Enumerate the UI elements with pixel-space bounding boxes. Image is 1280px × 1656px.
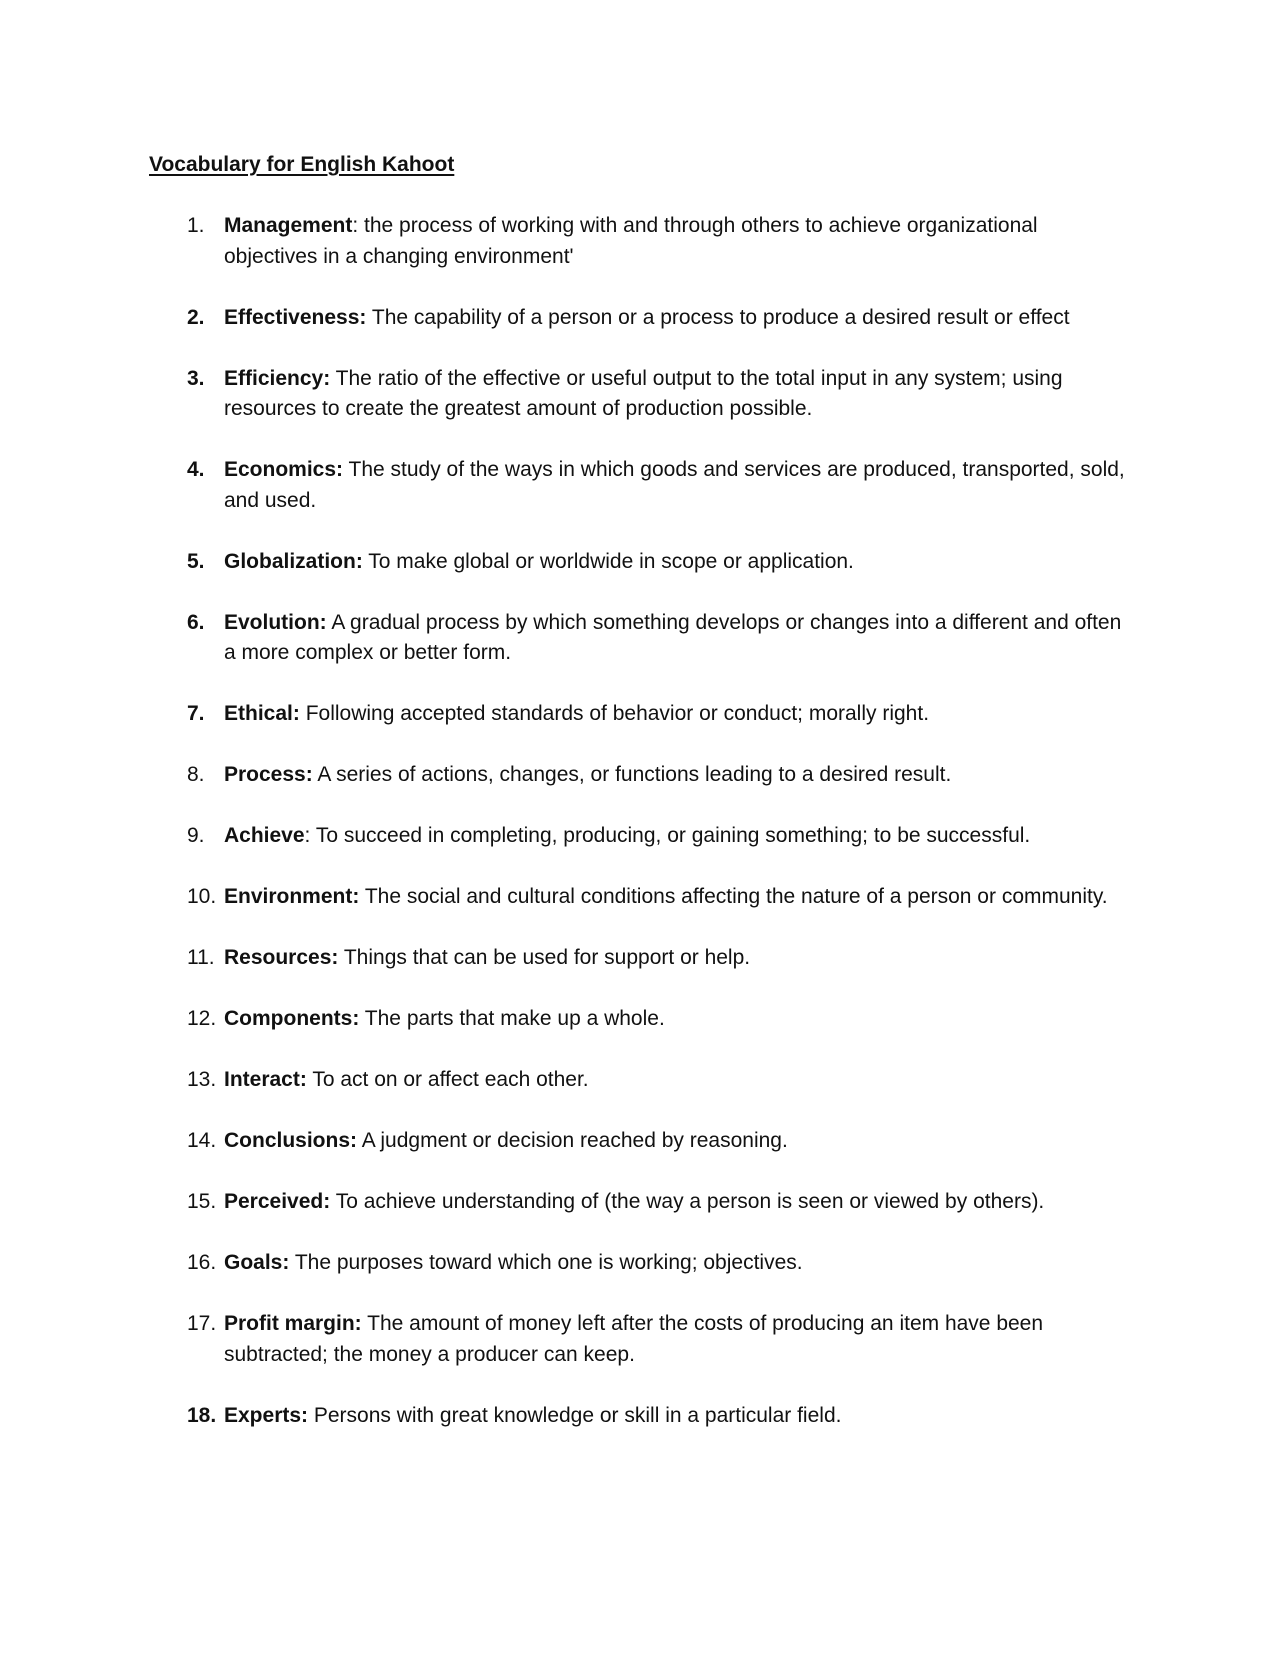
vocab-item-number: 5. [187,549,205,573]
vocab-term: Process: [224,763,313,786]
vocab-item [149,608,1129,669]
vocab-item [149,303,1129,334]
vocab-item [149,760,1129,791]
vocab-item [149,547,1129,578]
vocab-definition: To achieve understanding of (the way a person is seen or viewed by others). [335,1190,1045,1213]
vocab-term: Experts: [224,1403,309,1427]
vocab-term: Goals: [224,1251,290,1274]
vocab-separator: : [352,214,365,237]
vocab-definition: To succeed in completing, producing, or gaining something; to be successful. [315,824,1031,847]
vocab-definition: The capability of a person or a process to produce a desired result or effect [371,305,1070,329]
vocab-item-number: 18. [187,1403,217,1427]
vocab-item-number: 3. [187,366,205,390]
vocab-term: Interact: [224,1068,307,1091]
vocab-definition: Persons with great knowledge or skill in a particular field. [313,1403,842,1427]
vocab-item-number: 10. [187,885,217,908]
vocab-item [149,943,1129,974]
vocab-term: Evolution: [224,610,327,634]
vocab-definition: To act on or affect each other. [312,1068,589,1091]
vocab-definition: A series of actions, changes, or functions leading to a desired result. [317,763,952,786]
vocab-item [149,821,1129,852]
vocab-item-number: 8. [187,763,205,786]
vocab-term: Ethical: [224,702,300,725]
vocab-definition: To make global or worldwide in scope or application. [368,549,854,573]
vocab-definition: The purposes toward which one is working; objectives. [294,1251,803,1274]
vocab-item-number: 7. [187,702,205,725]
vocab-term: Environment: [224,885,360,908]
vocab-definition: A gradual process by which something develops or changes into a different and often a more complex or better form. [224,610,1122,664]
vocab-term: Effectiveness: [224,305,367,329]
vocab-item [149,1309,1129,1370]
vocab-item-number: 15. [187,1190,217,1213]
vocab-definition: The ratio of the effective or useful output to the total input in any system; using resources to create the greatest amount of production possible. [224,366,1063,420]
vocab-definition: the process of working with and through others to achieve organizational objectives in a changing environment' [224,214,1038,268]
vocab-definition: Things that can be used for support or help. [343,946,751,969]
vocab-term: Resources: [224,946,339,969]
vocab-item-number: 1. [187,214,205,237]
vocab-term: Efficiency: [224,366,331,390]
vocab-item [149,699,1129,730]
vocab-item [149,882,1129,913]
vocab-term: Components: [224,1007,360,1030]
vocab-item [149,455,1129,516]
vocab-term: Perceived: [224,1190,331,1213]
vocab-term: Management [224,214,353,237]
vocab-definition: The amount of money left after the costs of producing an item have been subtracted; the money a producer can keep. [224,1312,1044,1366]
vocab-item [149,1248,1129,1279]
vocab-item-number: 12. [187,1007,217,1030]
vocab-item-number: 14. [187,1129,217,1152]
vocab-item-number: 9. [187,824,205,847]
vocab-item-number: 11. [187,946,215,969]
vocab-separator: : [304,824,316,847]
vocab-item [149,211,1129,272]
vocab-item [149,1065,1129,1096]
vocab-term: Achieve [224,824,305,847]
vocab-item [149,1187,1129,1218]
vocab-item-number: 13. [187,1068,217,1091]
vocab-definition: The social and cultural conditions affecting the nature of a person or community. [364,885,1108,908]
vocab-term: Globalization: [224,549,363,573]
vocab-term: Economics: [224,458,344,481]
vocab-item [149,1126,1129,1157]
vocab-item [149,1401,1129,1432]
vocab-item [149,364,1129,425]
vocab-definition: A judgment or decision reached by reasoning. [361,1129,788,1152]
vocab-item-number: 17. [187,1312,217,1335]
vocab-term: Conclusions: [224,1129,358,1152]
vocab-item [149,1004,1129,1035]
vocab-item-number: 4. [187,458,205,481]
document-title: Vocabulary for English Kahoot [149,153,455,176]
vocab-definition: The study of the ways in which goods and services are produced, transported, sold, and used. [224,458,1125,512]
vocab-item-number: 16. [187,1251,217,1274]
vocab-term: Profit margin: [224,1312,362,1335]
vocab-definition: The parts that make up a whole. [364,1007,665,1030]
vocab-item-number: 2. [187,305,205,329]
vocabulary-list [149,211,1129,1462]
vocab-definition: Following accepted standards of behavior or conduct; morally right. [305,702,930,725]
vocab-item-number: 6. [187,610,205,634]
